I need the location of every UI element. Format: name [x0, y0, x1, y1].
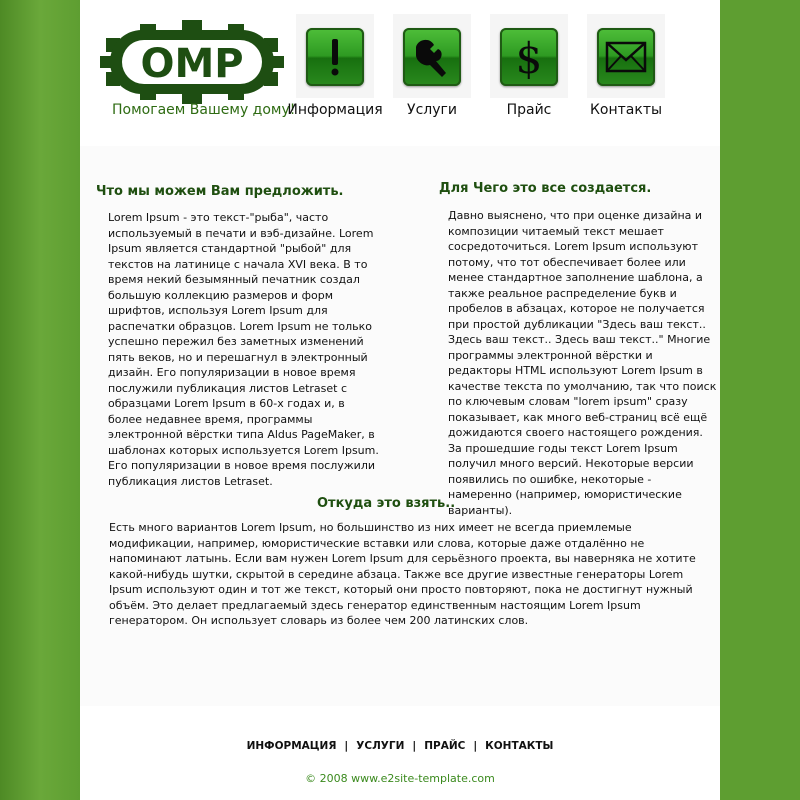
header	[80, 0, 720, 140]
footer-link-services[interactable]: УСЛУГИ	[356, 740, 405, 752]
tagline: Помогаем Вашему дому!	[112, 102, 296, 118]
wrench-icon[interactable]	[403, 28, 461, 86]
footer-nav	[80, 740, 720, 752]
nav-label-info: Информация	[287, 102, 383, 118]
gear-logo-icon	[100, 20, 284, 104]
section-title-source: Откуда это взять..	[317, 496, 456, 511]
dollar-icon[interactable]	[500, 28, 558, 86]
logo-text: OMP	[140, 41, 244, 87]
footer-separator: |	[473, 740, 478, 752]
nav-label-contacts: Контакты	[589, 102, 663, 118]
footer-link-info[interactable]: ИНФОРМАЦИЯ	[246, 740, 337, 752]
copyright: © 2008 www.e2site-template.com	[305, 772, 495, 785]
page-container	[80, 0, 720, 800]
footer-link-prices[interactable]: ПРАЙС	[424, 740, 466, 752]
footer-separator: |	[412, 740, 417, 752]
footer-separator: |	[344, 740, 349, 752]
nav-item-contacts[interactable]	[587, 14, 665, 124]
nav-item-services[interactable]	[393, 14, 471, 124]
section-text-offer: Lorem Ipsum - это текст-"рыба", часто используемый в печати и вэб-дизайне. Lorem Ipsum является стандартной "рыбой" для текстов на латинице с начала XVI века. В то время некий безымянный печатник создал большую коллекцию размеров и форм шрифтов, используя Lorem Ipsum для распечатки образцов. Lorem Ipsum не только успешно пережил без заметных изменений пять веков, но и перешагнул в электронный дизайн. Его популяризации в новое время послужили публикация листов Letraset с образцами Lorem Ipsum в 60-х годах и, в более недавнее время, программы электронной вёрстки типа Aldus PageMaker, в шаблонах которых используется Lorem Ipsum. Его популяризации в новое время послужили публикация листов Letraset.	[108, 211, 379, 488]
exclamation-icon[interactable]	[306, 28, 364, 86]
svg-text:$: $	[515, 34, 543, 81]
nav-label-services: Услуги	[407, 102, 457, 118]
section-text-purpose: Давно выяснено, что при оценке дизайна и композиции читаемый текст мешает сосредоточиться. Lorem Ipsum используют потому, что тот обеспечивает более или менее стандартное заполнение шаблона, а также реальное распределение букв и пробелов в абзацах, которое не получается при простой дубликации "Здесь ваш текст.. Здесь ваш текст.. Здесь ваш текст.." Многие программы электронной вёрстки и редакторы HTML используют Lorem Ipsum в качестве текста по умолчанию, так что поиск по ключевым словам "lorem ipsum" сразу показывает, как много веб-страниц всё ещё дожидаются своего настоящего рождения. За прошедшие годы текст Lorem Ipsum получил много версий. Некоторые версии появились по ошибке, некоторые - намеренно (например, юмористические варианты).	[448, 209, 717, 517]
nav-item-info[interactable]	[287, 14, 383, 124]
section-title-purpose: Для Чего это все создается.	[439, 181, 652, 196]
section-text-source: Есть много вариантов Lorem Ipsum, но большинство из них имеет не всегда приемлемые модификации, например, юмористические вставки или слова, которые даже отдалённо не напоминают латынь. Если вам нужен Lorem Ipsum для серьёзного проекта, вы наверняка не хотите какой-нибудь шутки, скрытой в середине абзаца. Также все другие известные генераторы Lorem Ipsum используют один и тот же текст, который они просто повторяют, пока не достигнут нужный объём. Это делает предлагаемый здесь генератор единственным настоящим Lorem Ipsum генератором. Он использует словарь из более чем 200 латинских слов.	[109, 521, 696, 627]
section-title-offer: Что мы можем Вам предложить.	[96, 184, 344, 199]
nav-label-prices: Прайс	[506, 102, 552, 118]
envelope-icon[interactable]	[597, 28, 655, 86]
nav-item-prices[interactable]	[490, 14, 568, 124]
footer-link-contacts[interactable]: КОНТАКТЫ	[485, 740, 554, 752]
